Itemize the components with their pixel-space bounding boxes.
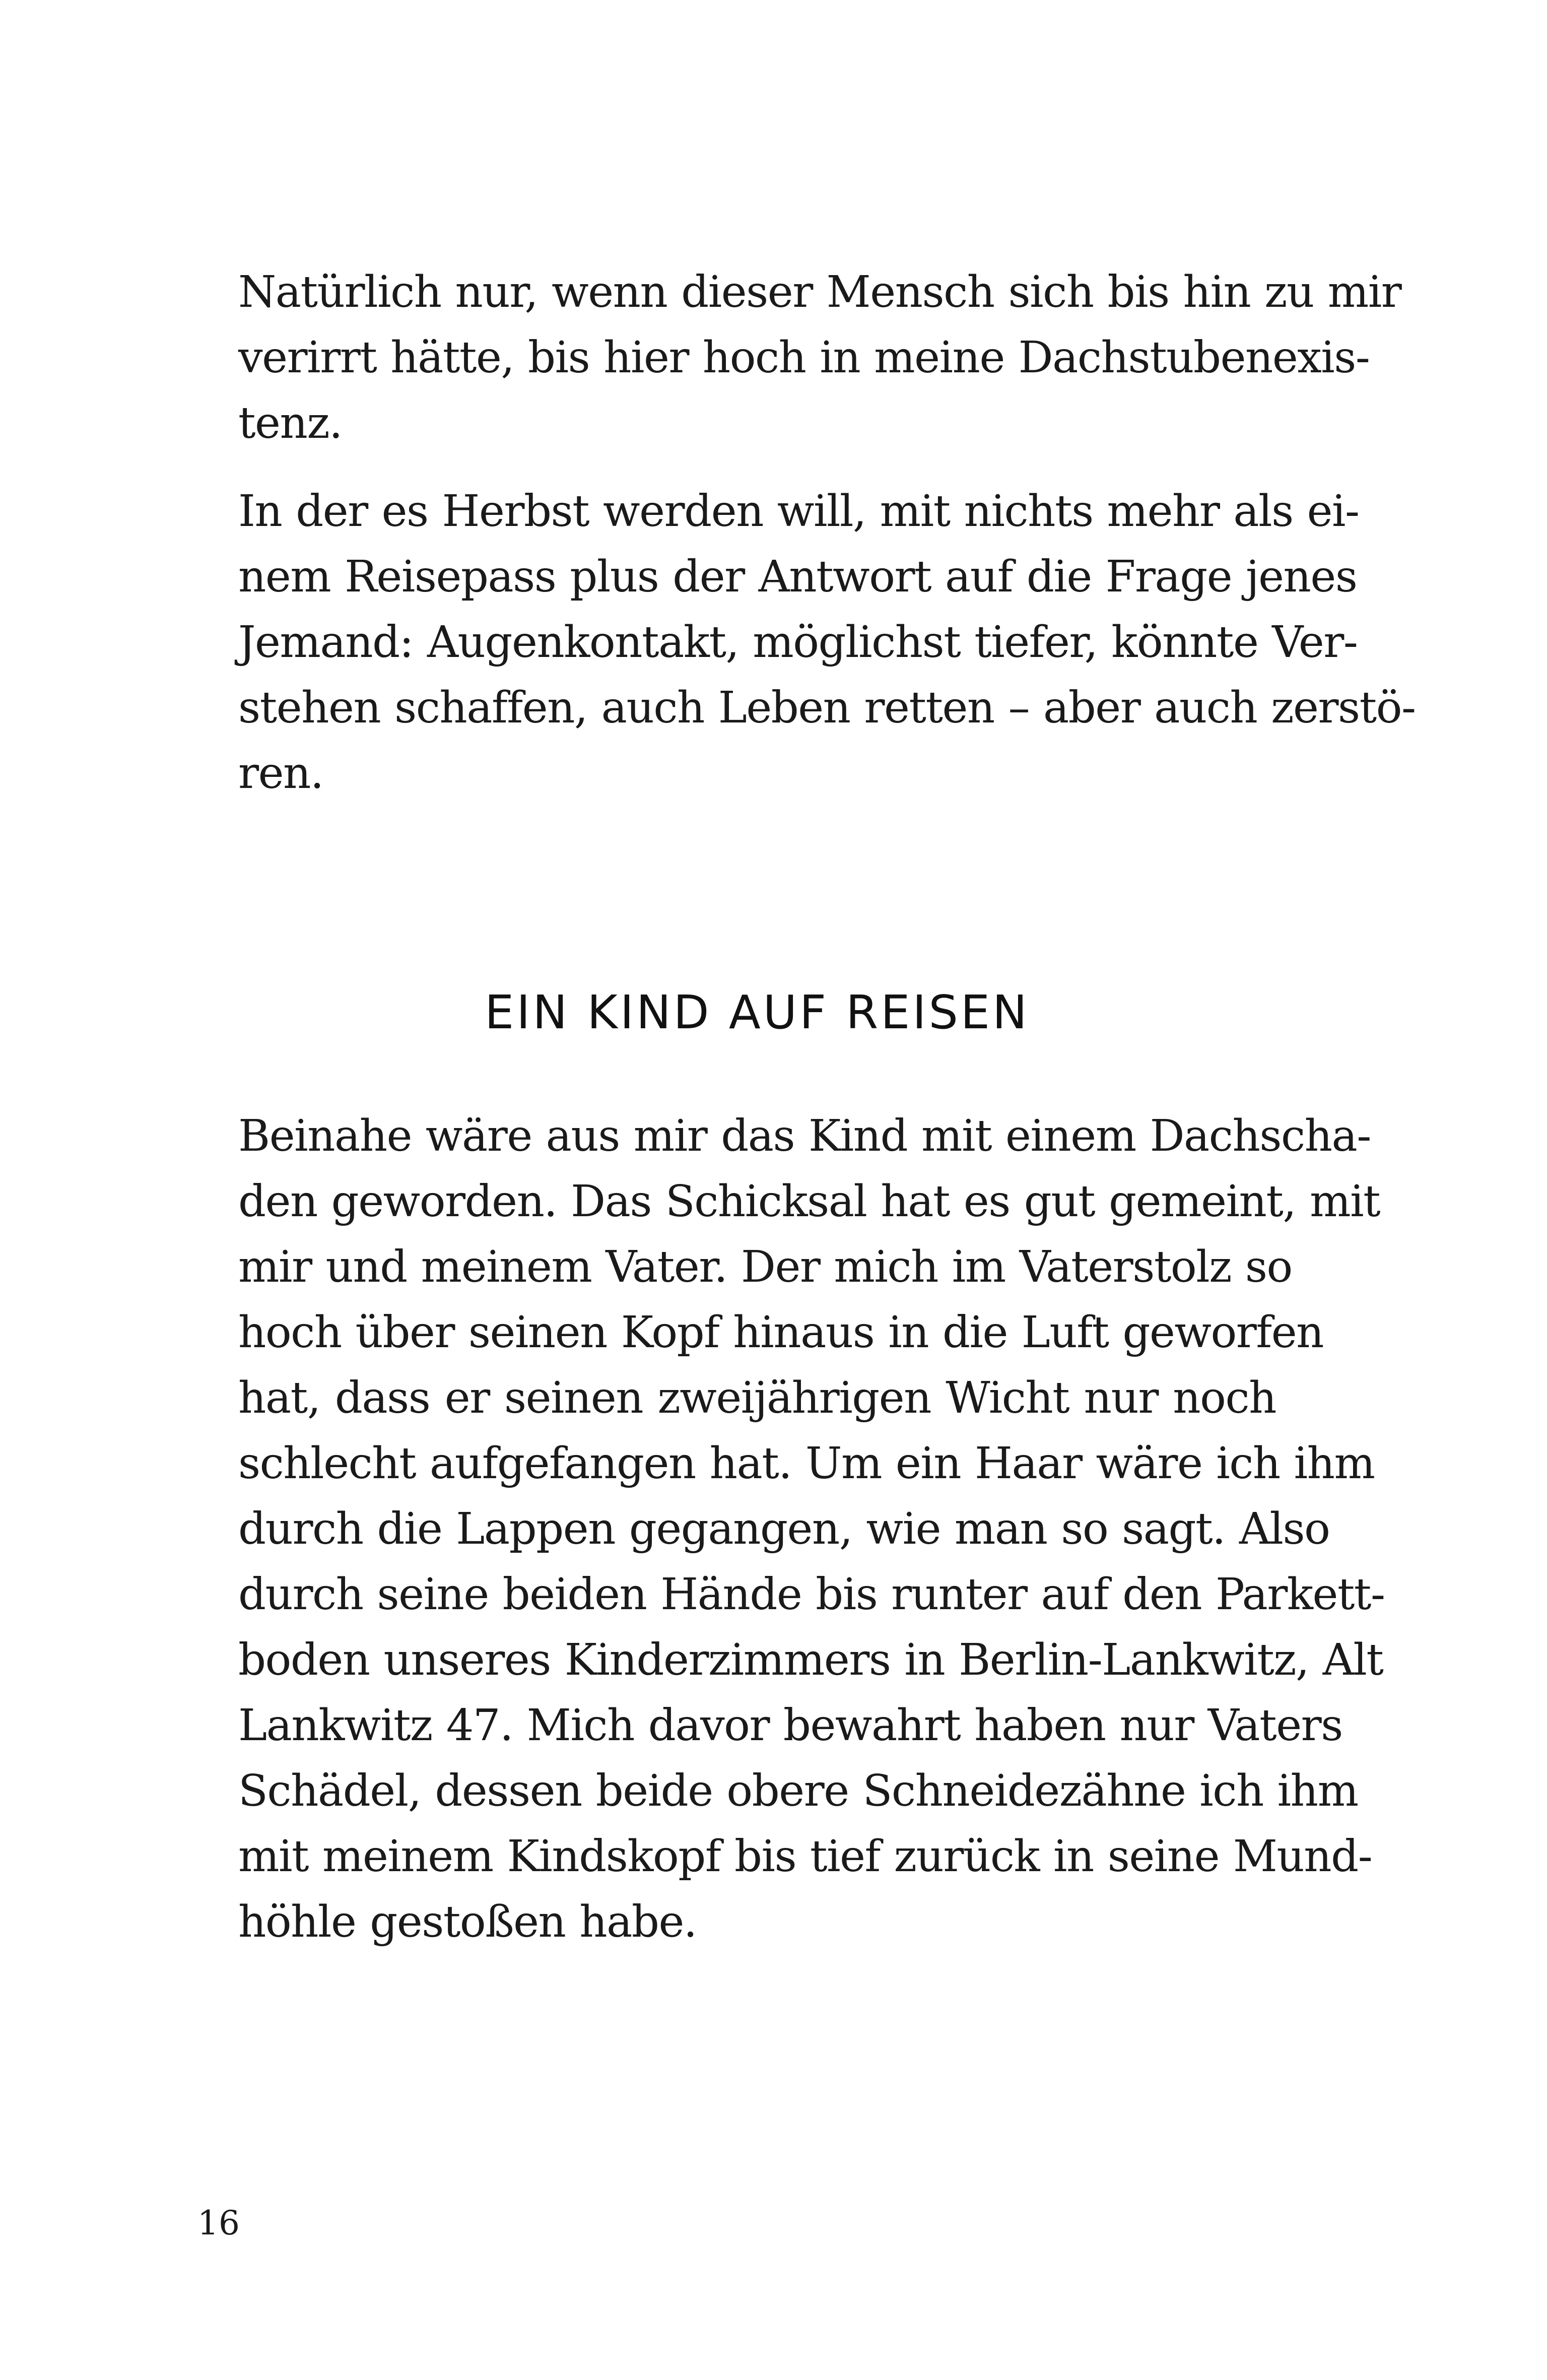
text-line: stehen schaffen, auch Leben retten – aber auch zerstö-	[238, 683, 1416, 733]
text-line: nem Reisepass plus der Antwort auf die Frage jenes	[238, 552, 1357, 602]
paragraph-3	[238, 1103, 1385, 1955]
text-line: tenz.	[238, 398, 342, 448]
text-line: den geworden. Das Schicksal hat es gut gemeint, mit	[238, 1176, 1380, 1227]
text-line: Schädel, dessen beide obere Schneidezähne ich ihm	[238, 1766, 1358, 1816]
text-line: Natürlich nur, wenn dieser Mensch sich bis hin zu mir	[238, 267, 1401, 317]
text-line: durch die Lappen gegangen, wie man so sagt. Also	[238, 1504, 1330, 1554]
text-line: In der es Herbst werden will, mit nichts mehr als ei-	[238, 486, 1359, 537]
text-line: boden unseres Kinderzimmers in Berlin-Lankwitz, Alt	[238, 1635, 1383, 1685]
text-line: ren.	[238, 748, 323, 799]
text-line: höhle gestoßen habe.	[238, 1897, 697, 1947]
text-line: schlecht aufgefangen hat. Um ein Haar wäre ich ihm	[238, 1438, 1375, 1489]
paragraph-2	[238, 479, 1416, 806]
text-line: Jemand: Augenkontakt, möglichst tiefer, könnte Ver-	[238, 617, 1358, 668]
text-line: Lankwitz 47. Mich davor bewahrt haben nur Vaters	[238, 1700, 1342, 1751]
text-line: mit meinem Kindskopf bis tief zurück in seine Mund-	[238, 1831, 1372, 1882]
text-line: hat, dass er seinen zweijährigen Wicht nur noch	[238, 1373, 1276, 1423]
text-line: hoch über seinen Kopf hinaus in die Luft geworfen	[238, 1307, 1324, 1358]
chapter-heading: EIN KIND AUF REISEN	[485, 985, 1030, 1039]
text-line: mir und meinem Vater. Der mich im Vaterstolz so	[238, 1242, 1292, 1292]
text-line: Beinahe wäre aus mir das Kind mit einem Dachscha-	[238, 1111, 1371, 1161]
text-line: verirrt hätte, bis hier hoch in meine Dachstubenexis-	[238, 333, 1370, 383]
paragraph-1	[238, 259, 1401, 456]
page-number: 16	[197, 2204, 240, 2242]
text-line: durch seine beiden Hände bis runter auf den Parkett-	[238, 1569, 1385, 1620]
